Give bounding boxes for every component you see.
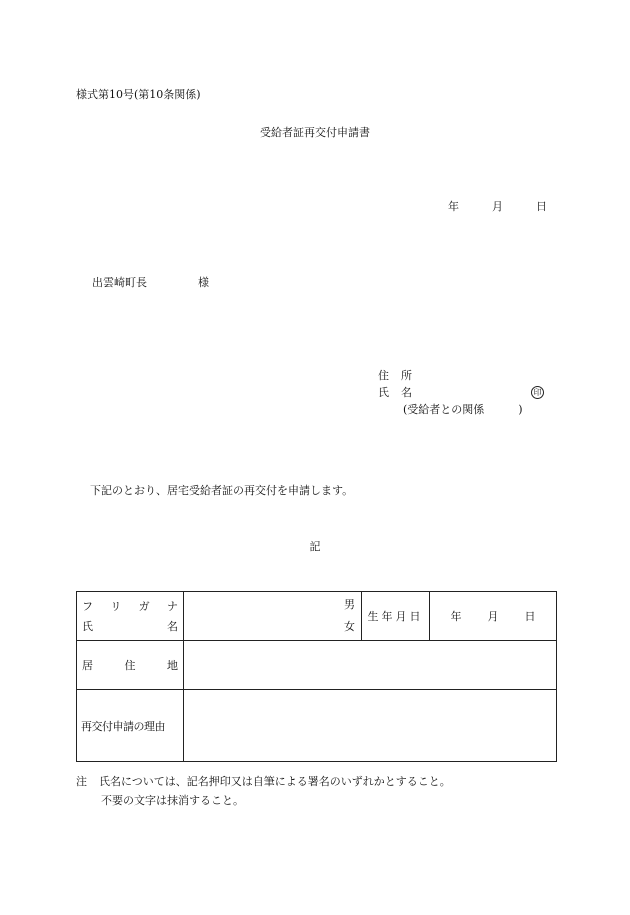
addressee (92, 274, 209, 290)
reason-label: 再交付申請の理由 (77, 690, 184, 762)
date-line (448, 198, 547, 214)
date-day: 日 (536, 200, 547, 213)
reason-field[interactable] (184, 690, 557, 762)
notes (76, 772, 451, 810)
name-label: 氏 名 印 (378, 384, 546, 401)
relation-line: (受給者との関係 ) (403, 403, 523, 416)
date-year: 年 (448, 200, 459, 213)
statement-text: 下記のとおり、居宅受給者証の再交付を申請します。 (90, 484, 354, 497)
residence-field[interactable] (184, 641, 557, 690)
note-line-1: 注 氏名については、記名押印又は自筆による署名のいずれかとすること。 (76, 775, 451, 788)
name-gender-cell[interactable] (184, 592, 362, 641)
name-label-cell: 氏 名 (82, 620, 178, 633)
note-line-2: 不要の文字は抹消すること。 (101, 794, 244, 807)
furigana-label: フ リ ガ ナ (82, 600, 178, 613)
ki-heading: 記 (309, 540, 321, 553)
birth-date-label: 生年月日 (362, 592, 430, 641)
address-label: 住 所 (378, 369, 412, 382)
residence-row (77, 641, 557, 690)
application-table (76, 591, 557, 762)
document-title: 受給者証再交付申請書 (260, 126, 370, 139)
date-month: 月 (492, 200, 503, 213)
seal-icon: 印 (531, 386, 544, 399)
gender-male[interactable]: 男 (344, 598, 355, 611)
applicant-block (378, 367, 546, 418)
addressee-name: 出雲崎町長 (92, 276, 147, 289)
form-number: 様式第10号(第10条関係) (76, 88, 201, 101)
gender-female[interactable]: 女 (344, 620, 355, 633)
addressee-honorific: 様 (198, 276, 209, 289)
birth-date-value[interactable]: 年 月 日 (430, 592, 557, 641)
furigana-name-label (77, 592, 184, 641)
name-row (77, 592, 557, 641)
residence-label: 居 住 地 (77, 641, 184, 690)
reason-row (77, 690, 557, 762)
